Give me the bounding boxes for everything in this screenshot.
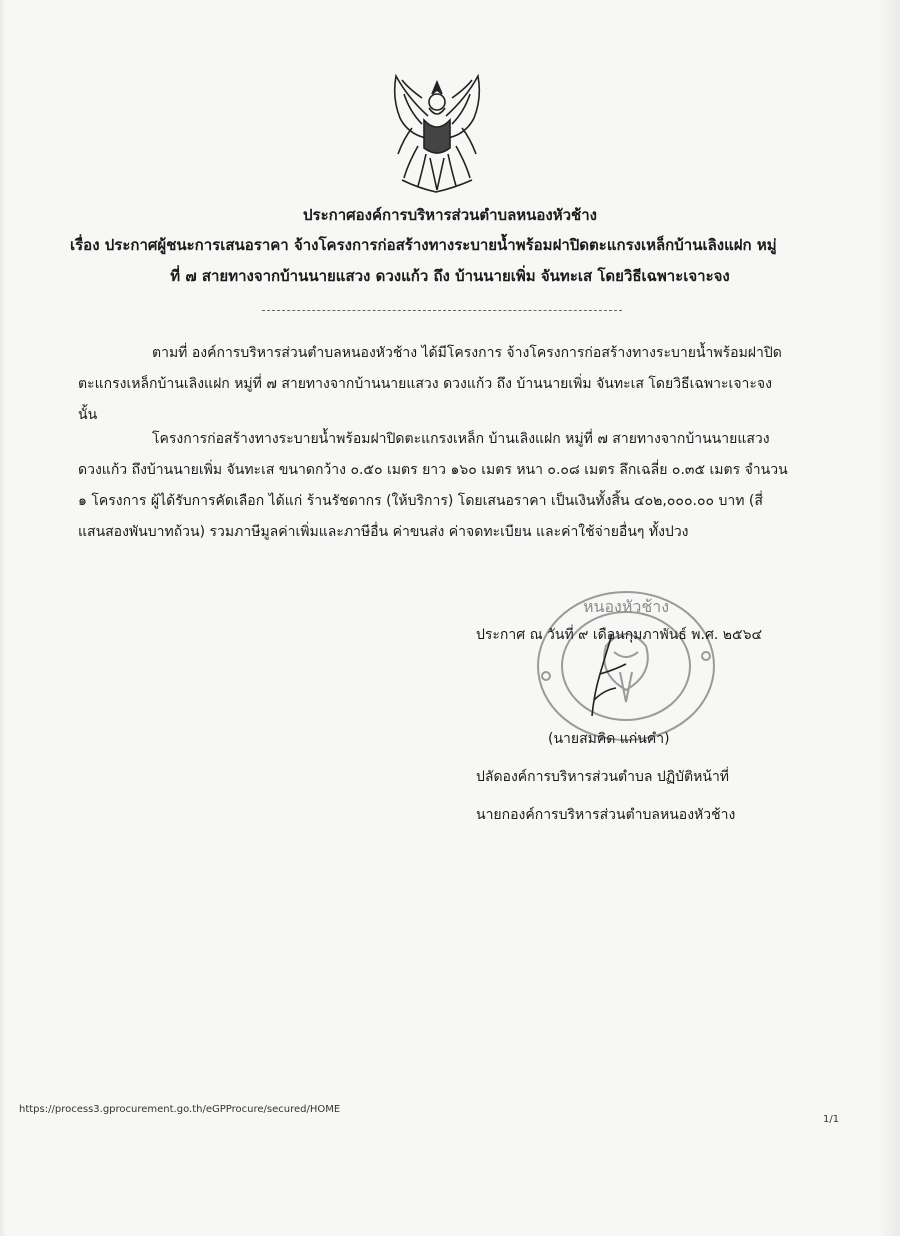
body-paragraph-2: โครงการก่อสร้างทางระบายน้ำพร้อมฝาปิดตะแกรงเหล็ก บ้านเลิงแฝก หมู่ที่ ๗ สายทางจากบ้านนายแสวง ดวงแก้ว ถึงบ้านนายเพิ่ม จันทะเส ขนาดกว้าง ๐.๕๐ เมตร ยาว ๑๖๐ เมตร หนา ๐.๐๘ เมตร ลึกเฉลี่ย ๐.๓๕ เมตร จำนวน ๑ โครงการ ผู้ได้รับการคัดเลือก ได้แก่ ร้านรัชดากร (ให้บริการ) โดยเสนอราคา เป็นเงินทั้งสิ้น ๔๐๒,๐๐๐.๐๐ บาท (สี่แสนสองพันบาทถ้วน) รวมภาษีมูลค่าเพิ่มและภาษีอื่น ค่าขนส่ง ค่าจดทะเบียน และค่าใช้จ่ายอื่นๆ ทั้งปวง — [78, 431, 788, 540]
signer-name: (นายสมคิด แก่นคำ) — [548, 731, 670, 747]
signer-position-1: ปลัดองค์การบริหารส่วนตำบล ปฏิบัติหน้าที่ — [476, 769, 730, 785]
scan-shadow-right — [878, 0, 900, 1236]
announcement-date: ประกาศ ณ วันที่ ๙ เดือนกุมภาพันธ์ พ.ศ. ๒๕๖๔ — [476, 627, 763, 643]
document-title: ประกาศองค์การบริหารส่วนตำบลหนองหัวช้าง — [303, 206, 597, 224]
footer-url: https://process3.gprocurement.go.th/eGPProcure/secured/HOME — [19, 1104, 341, 1115]
dashed-divider — [262, 310, 622, 311]
garuda-emblem-icon — [378, 68, 496, 196]
stamp-text: หนองหัวช้าง — [582, 597, 670, 616]
page-number: 1/1 — [823, 1114, 840, 1125]
subject-line-1: เรื่อง ประกาศผู้ชนะการเสนอราคา จ้างโครงการก่อสร้างทางระบายน้ำพร้อมฝาปิดตะแกรงเหล็กบ้านเลิงแฝก หมู่ — [70, 236, 777, 254]
signer-position-2: นายกองค์การบริหารส่วนตำบลหนองหัวช้าง — [476, 807, 736, 823]
scan-shadow-left — [0, 0, 6, 1236]
subject-line-2: ที่ ๗ สายทางจากบ้านนายแสวง ดวงแก้ว ถึง บ้านนายเพิ่ม จันทะเส โดยวิธีเฉพาะเจาะจง — [170, 267, 730, 285]
body-paragraph-1: ตามที่ องค์การบริหารส่วนตำบลหนองหัวช้าง ได้มีโครงการ จ้างโครงการก่อสร้างทางระบายน้ำพร้อมฝาปิดตะแกรงเหล็กบ้านเลิงแฝก หมู่ที่ ๗ สายทางจากบ้านนายแสวง ดวงแก้ว ถึง บ้านนายเพิ่ม จันทะเส โดยวิธีเฉพาะเจาะจง นั้น — [78, 345, 782, 423]
